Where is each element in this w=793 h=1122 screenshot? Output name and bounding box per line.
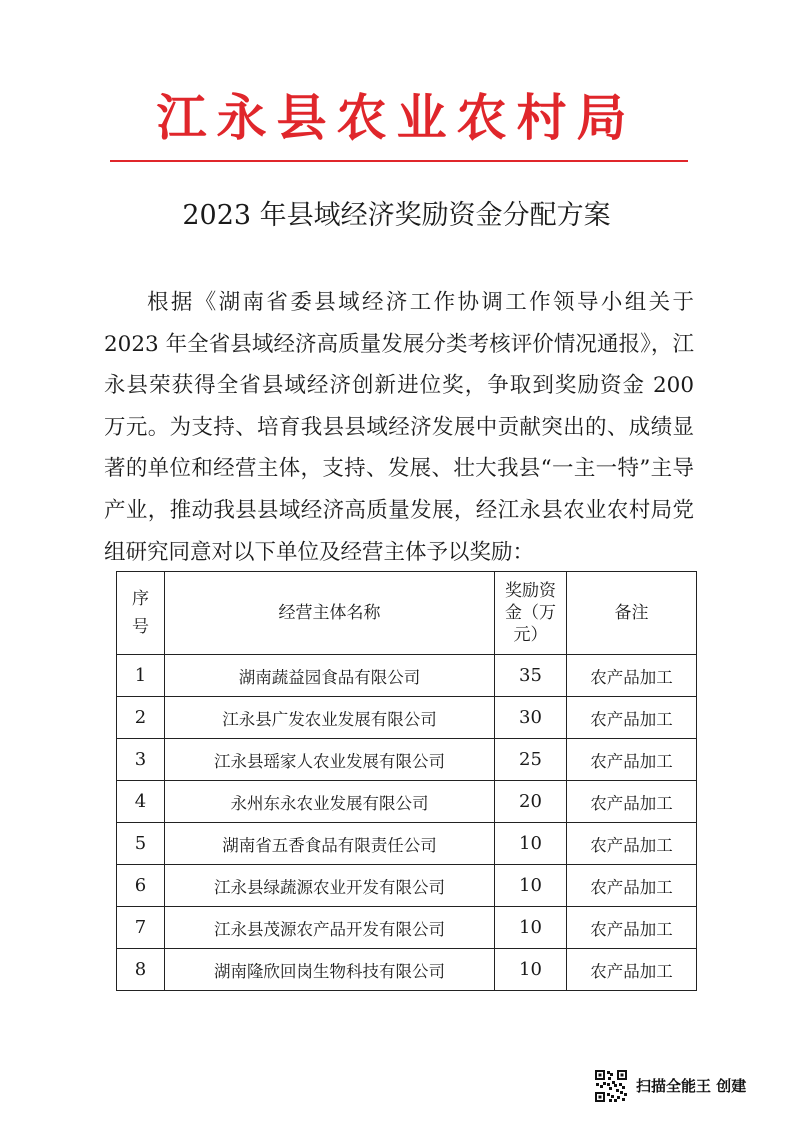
cell-seq: 5 <box>117 823 165 865</box>
cell-name: 湖南隆欣回岗生物科技有限公司 <box>165 949 495 991</box>
cell-name: 永州东永农业发展有限公司 <box>165 781 495 823</box>
table-row <box>117 697 697 739</box>
letterhead-red-rule <box>110 160 688 162</box>
cell-name: 江永县绿蔬源农业开发有限公司 <box>165 865 495 907</box>
scanner-watermark <box>594 1069 784 1105</box>
cell-note: 农产品加工 <box>567 865 697 907</box>
table-body <box>117 655 697 991</box>
letterhead-title: 江永县农业农村局 <box>156 88 637 147</box>
cell-amount: 35 <box>495 655 567 697</box>
cell-note: 农产品加工 <box>567 823 697 865</box>
header-name: 经营主体名称 <box>165 572 495 655</box>
cell-amount: 30 <box>495 697 567 739</box>
header-seq: 序号 <box>117 572 165 655</box>
table-row <box>117 781 697 823</box>
intro-paragraph: 根据《湖南省委县域经济工作协调工作领导小组关于 2023 年全省县域经济高质量发展分类考核评价情况通报》，江永县荣获得全省县域经济创新进位奖，争取到奖励资金 200 万元。为支持、培育我县县域经济发展中贡献突出的、成绩显著的单位和经营主体，支持、发展、壮大我县“一主一特”主导产业，推动我县县域经济高质量发展，经江永县农业农村局党组研究同意对以下单位及经营主体予以奖励： <box>104 290 694 565</box>
cell-amount: 10 <box>495 949 567 991</box>
header-amount: 奖励资金（万元） <box>495 572 567 655</box>
table-row <box>117 865 697 907</box>
cell-note: 农产品加工 <box>567 655 697 697</box>
cell-seq: 2 <box>117 697 165 739</box>
cell-amount: 10 <box>495 865 567 907</box>
cell-note: 农产品加工 <box>567 781 697 823</box>
table-row <box>117 949 697 991</box>
qr-code-icon <box>594 1069 628 1103</box>
table-row <box>117 655 697 697</box>
watermark-text: 扫描全能王 创建 <box>636 1077 747 1095</box>
document-body <box>104 282 694 573</box>
cell-amount: 20 <box>495 781 567 823</box>
cell-note: 农产品加工 <box>567 949 697 991</box>
table-row <box>117 739 697 781</box>
table-row <box>117 907 697 949</box>
header-note: 备注 <box>567 572 697 655</box>
table-header-row <box>117 572 697 655</box>
cell-seq: 7 <box>117 907 165 949</box>
cell-seq: 6 <box>117 865 165 907</box>
cell-amount: 10 <box>495 823 567 865</box>
cell-seq: 8 <box>117 949 165 991</box>
cell-name: 江永县广发农业发展有限公司 <box>165 697 495 739</box>
award-allocation-table <box>116 571 697 991</box>
cell-name: 湖南蔬益园食品有限公司 <box>165 655 495 697</box>
document-title: 2023 年县域经济奖励资金分配方案 <box>182 200 611 231</box>
cell-name: 湖南省五香食品有限责任公司 <box>165 823 495 865</box>
cell-name: 江永县瑶家人农业发展有限公司 <box>165 739 495 781</box>
cell-name: 江永县茂源农产品开发有限公司 <box>165 907 495 949</box>
table-row <box>117 823 697 865</box>
cell-note: 农产品加工 <box>567 907 697 949</box>
cell-note: 农产品加工 <box>567 697 697 739</box>
cell-seq: 1 <box>117 655 165 697</box>
cell-amount: 10 <box>495 907 567 949</box>
cell-note: 农产品加工 <box>567 739 697 781</box>
cell-seq: 4 <box>117 781 165 823</box>
cell-seq: 3 <box>117 739 165 781</box>
cell-amount: 25 <box>495 739 567 781</box>
